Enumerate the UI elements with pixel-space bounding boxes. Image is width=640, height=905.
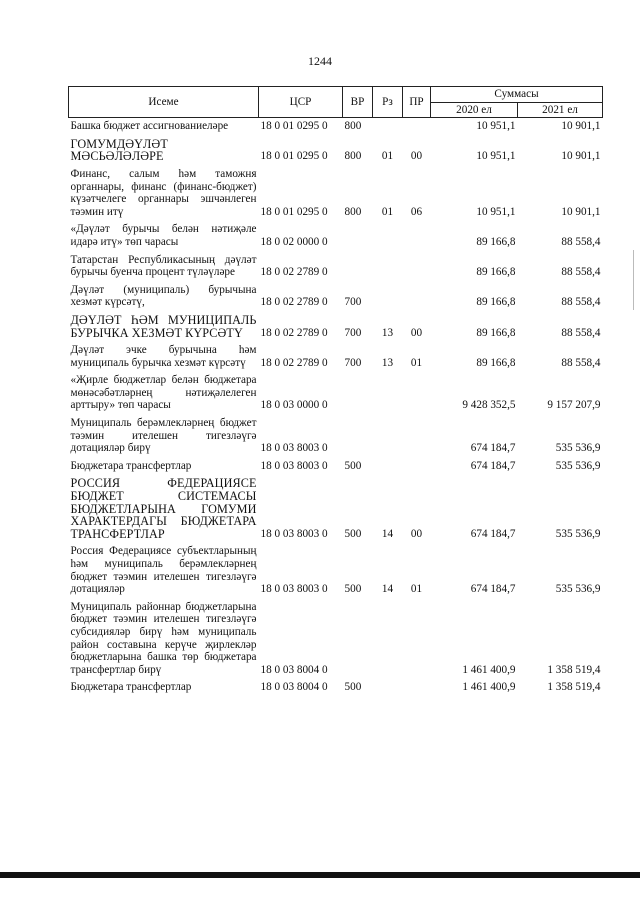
cell-name: Муниципаль берәмлекләрнең бюджет тәэмин ителешен тигезләүгә дотацияләр бирү — [70, 417, 257, 455]
cell-csr: 18 0 03 0000 0 — [260, 399, 328, 412]
cell-csr: 18 0 01 0295 0 — [260, 150, 328, 163]
cell-pr — [403, 118, 431, 136]
cell-rz: 14 — [381, 527, 394, 540]
table-row — [69, 282, 603, 312]
cell-rz — [373, 458, 403, 476]
table-row — [69, 312, 603, 342]
cell-name: Финанс, салым һәм таможня органнары, финанс (финанс-бюджет) күзәтчелеге органнары эшчәнлеген тәэмин итү — [70, 167, 257, 218]
cell-vr: 800 — [344, 205, 362, 218]
cell-y1: 89 166,8 — [476, 296, 516, 309]
cell-name: «Җирле бюджетлар белән бюджетара мөнәсәбәтләрнең нәтиҗәлелеген арттыру» төп чарасы — [70, 374, 257, 412]
cell-pr — [403, 679, 431, 697]
table-row — [69, 475, 603, 543]
header-name: Исеме — [69, 87, 259, 118]
cell-vr — [343, 599, 373, 680]
cell-y1: 89 166,8 — [476, 356, 516, 369]
table-row — [69, 166, 603, 221]
cell-rz — [373, 372, 403, 415]
cell-pr: 01 — [410, 356, 423, 369]
cell-pr — [403, 282, 431, 312]
table-row — [69, 118, 603, 136]
cell-y1: 89 166,8 — [476, 326, 516, 339]
cell-rz — [373, 679, 403, 697]
cell-csr: 18 0 03 8004 0 — [260, 663, 328, 676]
cell-name: Татарстан Республикасының дәүләт бурычы буенча процент түләүләре — [70, 253, 257, 279]
cell-pr: 06 — [410, 205, 423, 218]
cell-y2: 10 901,1 — [561, 150, 601, 163]
cell-rz — [373, 282, 403, 312]
cell-csr: 18 0 01 0295 0 — [260, 120, 328, 133]
cell-vr: 700 — [344, 356, 362, 369]
cell-pr: 01 — [410, 583, 423, 596]
cell-y2: 535 536,9 — [555, 442, 601, 455]
page-number: 1244 — [308, 54, 332, 68]
cell-y2: 1 358 519,4 — [547, 663, 601, 676]
cell-vr: 700 — [344, 296, 362, 309]
cell-name: Бюджетара трансфертлар — [70, 459, 192, 472]
cell-name: ГОМУМДӘҮЛӘТ МӘСЬӘЛӘЛӘРЕ — [70, 136, 168, 164]
cell-y2: 88 558,4 — [561, 235, 601, 248]
cell-name: Башка бюджет ассигнованиеләре — [70, 120, 229, 133]
cell-csr: 18 0 02 2789 0 — [260, 356, 328, 369]
cell-rz — [373, 118, 403, 136]
cell-vr: 500 — [344, 681, 362, 694]
header-year-2021: 2021 ел — [518, 102, 603, 118]
cell-csr: 18 0 01 0295 0 — [260, 205, 328, 218]
cell-y2: 535 536,9 — [555, 583, 601, 596]
cell-y1: 10 951,1 — [476, 150, 516, 163]
table-row — [69, 415, 603, 458]
cell-name: Россия Федерациясе субъектларының һәм муниципаль берәмлекләрнең бюджет тәэмин ителешен тигезләүгә дотацияләр — [70, 545, 257, 596]
cell-y2: 535 536,9 — [555, 459, 601, 472]
cell-y2: 9 157 207,9 — [547, 399, 601, 412]
cell-pr — [403, 415, 431, 458]
page-bottom-border — [0, 872, 640, 878]
cell-name: Муниципаль районнар бюджетларына бюджет тәэмин ителешен тигезләүгә субсидияләр бирү һәм муниципаль район составына керүче җирлекләр бюджетларына башка төр бюджетара трансфертлар бирү — [70, 600, 257, 676]
cell-y1: 9 428 352,5 — [462, 399, 516, 412]
table-row — [69, 136, 603, 166]
scan-mark — [633, 250, 634, 310]
cell-vr: 700 — [344, 326, 362, 339]
table-row — [69, 342, 603, 372]
cell-csr: 18 0 02 2789 0 — [260, 326, 328, 339]
cell-y2: 10 901,1 — [561, 205, 601, 218]
cell-pr: 00 — [410, 150, 423, 163]
cell-y2: 88 558,4 — [561, 356, 601, 369]
cell-pr — [403, 221, 431, 251]
header-year-2020: 2020 ел — [431, 102, 518, 118]
cell-pr: 00 — [410, 527, 423, 540]
cell-rz: 01 — [381, 150, 394, 163]
cell-rz — [373, 599, 403, 680]
header-pr: ПР — [403, 87, 431, 118]
cell-y1: 674 184,7 — [470, 459, 516, 472]
cell-pr: 00 — [410, 326, 423, 339]
cell-y2: 1 358 519,4 — [547, 681, 601, 694]
cell-y1: 1 461 400,9 — [462, 663, 516, 676]
cell-y1: 89 166,8 — [476, 235, 516, 248]
cell-rz: 13 — [381, 326, 394, 339]
table-row — [69, 543, 603, 598]
header-rz: Рз — [373, 87, 403, 118]
cell-csr: 18 0 02 0000 0 — [260, 235, 328, 248]
cell-csr: 18 0 03 8003 0 — [260, 583, 328, 596]
cell-csr: 18 0 03 8003 0 — [260, 442, 328, 455]
cell-vr: 500 — [344, 583, 362, 596]
cell-vr — [343, 252, 373, 282]
cell-rz — [373, 221, 403, 251]
cell-y2: 88 558,4 — [561, 296, 601, 309]
cell-y2: 10 901,1 — [561, 120, 601, 133]
cell-pr — [403, 599, 431, 680]
cell-csr: 18 0 03 8004 0 — [260, 681, 328, 694]
cell-pr — [403, 252, 431, 282]
cell-pr — [403, 458, 431, 476]
cell-y2: 88 558,4 — [561, 266, 601, 279]
cell-rz: 13 — [381, 356, 394, 369]
cell-name: Бюджетара трансфертлар — [70, 681, 192, 694]
cell-y1: 1 461 400,9 — [462, 681, 516, 694]
cell-y1: 674 184,7 — [470, 527, 516, 540]
cell-y1: 674 184,7 — [470, 583, 516, 596]
cell-y2: 535 536,9 — [555, 527, 601, 540]
cell-vr: 800 — [344, 150, 362, 163]
cell-y1: 674 184,7 — [470, 442, 516, 455]
cell-rz: 14 — [381, 583, 394, 596]
cell-name: «Дәүләт бурычы белән нәтиҗәле идарә итү» төп чарасы — [70, 223, 257, 248]
cell-name: ДӘҮЛӘТ ҺӘМ МУНИЦИПАЛЬ БУРЫЧКА ХЕЗМӘТ КҮРСӘТҮ — [70, 312, 257, 340]
cell-vr: 500 — [344, 459, 362, 472]
cell-rz — [373, 415, 403, 458]
cell-y1: 10 951,1 — [476, 205, 516, 218]
cell-name: Дәүләт эчке бурычына һәм муниципаль бурычка хезмәт күрсәтү — [70, 344, 257, 369]
table-row — [69, 372, 603, 415]
cell-csr: 18 0 02 2789 0 — [260, 266, 328, 279]
cell-y1: 89 166,8 — [476, 266, 516, 279]
header-sums: Суммасы — [431, 87, 603, 103]
table-row — [69, 252, 603, 282]
cell-pr — [403, 372, 431, 415]
cell-vr — [343, 372, 373, 415]
header-csr: ЦСР — [259, 87, 343, 118]
budget-table — [68, 86, 603, 697]
cell-csr: 18 0 02 2789 0 — [260, 296, 328, 309]
cell-vr: 800 — [344, 120, 362, 133]
cell-name: РОССИЯ ФЕДЕРАЦИЯСЕ БЮДЖЕТ СИСТЕМАСЫ БЮДЖЕТЛАРЫНА ГОМУМИ ХАРАКТЕРДАГЫ БЮДЖЕТАРА ТРАНСФЕРТЛАР — [70, 476, 257, 541]
cell-rz: 01 — [381, 205, 394, 218]
cell-y2: 88 558,4 — [561, 326, 601, 339]
header-vr: ВР — [343, 87, 373, 118]
cell-rz — [373, 252, 403, 282]
table-row — [69, 221, 603, 251]
table-row — [69, 679, 603, 697]
table-body — [69, 118, 603, 697]
table-header — [69, 87, 603, 118]
table-row — [69, 458, 603, 476]
table-row — [69, 599, 603, 680]
cell-csr: 18 0 03 8003 0 — [260, 527, 328, 540]
cell-y1: 10 951,1 — [476, 120, 516, 133]
cell-csr: 18 0 03 8003 0 — [260, 459, 328, 472]
cell-vr: 500 — [344, 527, 362, 540]
cell-vr — [343, 221, 373, 251]
cell-vr — [343, 415, 373, 458]
cell-name: Дәүләт (муниципаль) бурычына хезмәт күрсәтү, — [70, 283, 257, 309]
